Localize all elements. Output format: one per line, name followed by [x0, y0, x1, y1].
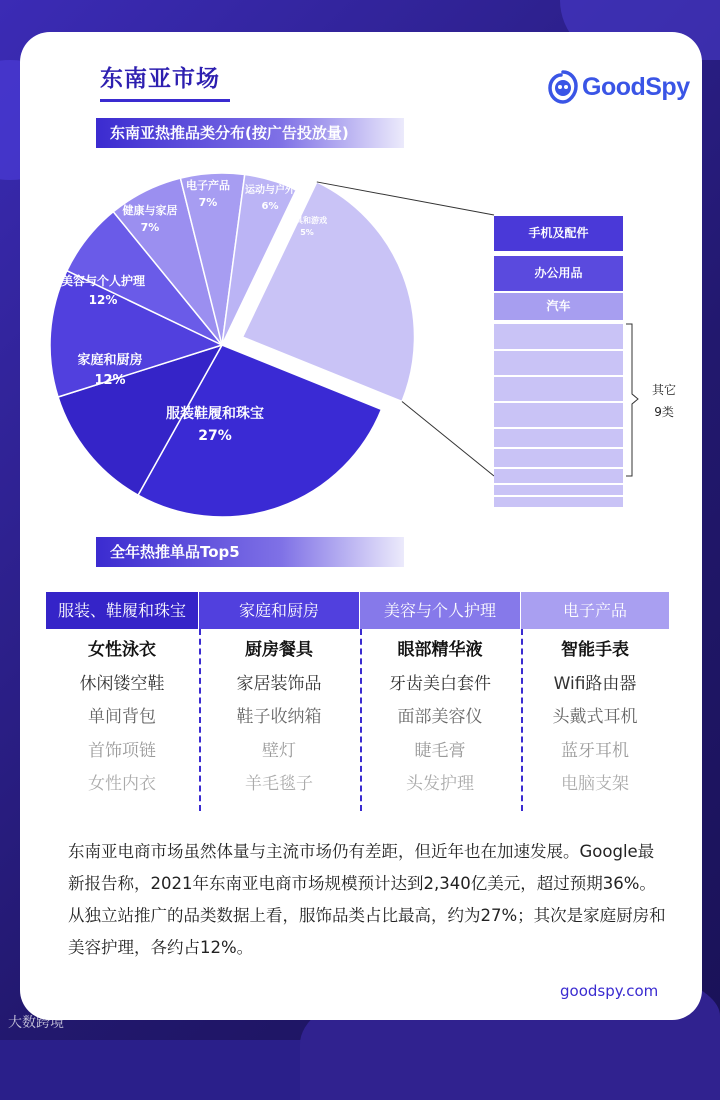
other-minor-box [494, 429, 623, 449]
table-cell: 羊毛毯子 [245, 774, 313, 794]
pie-slice-label [135, 404, 295, 447]
table-header: 电子产品 [521, 592, 669, 629]
bracket [626, 324, 638, 476]
table-cell: 智能手表 [561, 640, 629, 660]
other-minor-box [494, 377, 623, 403]
slice-name: 服装鞋履和珠宝 [166, 406, 264, 422]
page-title: 东南亚市场 [100, 66, 220, 92]
slice-name: 玩具和游戏 [287, 216, 327, 225]
table-cell: 电脑支架 [561, 774, 629, 794]
table-cell: 眼部精华液 [397, 640, 483, 660]
other-minor-box [494, 351, 623, 377]
other-label-line2: 9类 [654, 404, 674, 419]
slice-name: 运动与户外 [245, 185, 295, 196]
table-header: 美容与个人护理 [360, 592, 520, 629]
column-divider [521, 629, 523, 811]
slice-value: 5% [300, 228, 314, 238]
other-minor-box [494, 449, 623, 469]
table-cell: 女性泳衣 [88, 640, 156, 660]
pie-slice-label [23, 272, 183, 309]
table-cell: 壁灯 [262, 740, 296, 761]
other-minor-box [494, 497, 623, 509]
connector-line [402, 401, 494, 476]
other-minor-box [494, 485, 623, 497]
table-cell: 牙齿美白套件 [389, 673, 491, 694]
table-column [360, 634, 520, 802]
table-cell: 首饰项链 [88, 740, 156, 761]
slice-value: 27% [198, 427, 232, 444]
slice-name: 电子产品 [186, 178, 230, 192]
watermark: 大数跨境 [8, 1015, 64, 1031]
slice-value: 7% [140, 220, 160, 234]
table-cell: 休闲镂空鞋 [79, 673, 165, 694]
other-minor-box [494, 403, 623, 429]
table-cell: 睫毛膏 [414, 740, 466, 761]
table-header: 家庭和厨房 [199, 592, 359, 629]
slice-value: 7% [198, 195, 218, 209]
slice-name: 美容与个人护理 [60, 274, 145, 288]
table-column [42, 634, 202, 802]
table-header: 服装、鞋履和珠宝 [46, 592, 198, 629]
slice-name: 家庭和厨房 [77, 352, 143, 368]
slice-value: 6% [261, 200, 279, 212]
column-divider [199, 629, 201, 811]
table-cell: 蓝牙耳机 [561, 740, 629, 761]
slice-value: 12% [88, 292, 118, 307]
table-cell: 鞋子收纳箱 [236, 707, 322, 727]
table-cell: 女性内衣 [88, 774, 156, 794]
column-divider [360, 629, 362, 811]
pie-slice-label [30, 351, 190, 391]
other-label-line1: 其它 [652, 383, 677, 397]
other-category-box: 汽车 [494, 293, 623, 320]
section-title-distribution: 东南亚热推品类分布(按广告投放量) [96, 118, 404, 148]
pie-slice-label [190, 183, 350, 214]
other-minor-box [494, 469, 623, 485]
table-cell: 头发护理 [406, 774, 474, 794]
section-title-top5: 全年热推单品Top5 [96, 537, 404, 567]
other-minor-box [494, 324, 623, 351]
summary-paragraph: 东南亚电商市场虽然体量与主流市场仍有差距，但近年也在加速发展。Google最新报告称，2021年东南亚电商市场规模预计达到2,340亿美元，超过预期36%。从独立站推广的品类数据上看，服饰品类占比最高，约为27%；其次是家庭厨房和美容护理，各约占12%。 [68, 842, 666, 957]
table-cell: 面部美容仪 [397, 707, 483, 727]
table-cell: 头戴式耳机 [552, 707, 638, 727]
other-category-box: 手机及配件 [494, 216, 623, 251]
footer-url[interactable]: goodspy.com [560, 982, 659, 1000]
table-cell: 家居装饰品 [236, 673, 322, 694]
slice-value: 12% [94, 372, 126, 388]
table-column [199, 634, 359, 802]
table-column [515, 634, 675, 802]
table-cell: 单间背包 [88, 707, 156, 727]
slice-name: 健康与家居 [122, 203, 178, 217]
table-cell: Wifi路由器 [553, 673, 637, 694]
logo-text: GoodSpy [582, 72, 690, 101]
other-category-box: 办公用品 [494, 256, 623, 291]
table-cell: 厨房餐具 [245, 640, 313, 660]
other-breakdown-label [652, 380, 676, 423]
pie-slice-label [227, 215, 387, 240]
